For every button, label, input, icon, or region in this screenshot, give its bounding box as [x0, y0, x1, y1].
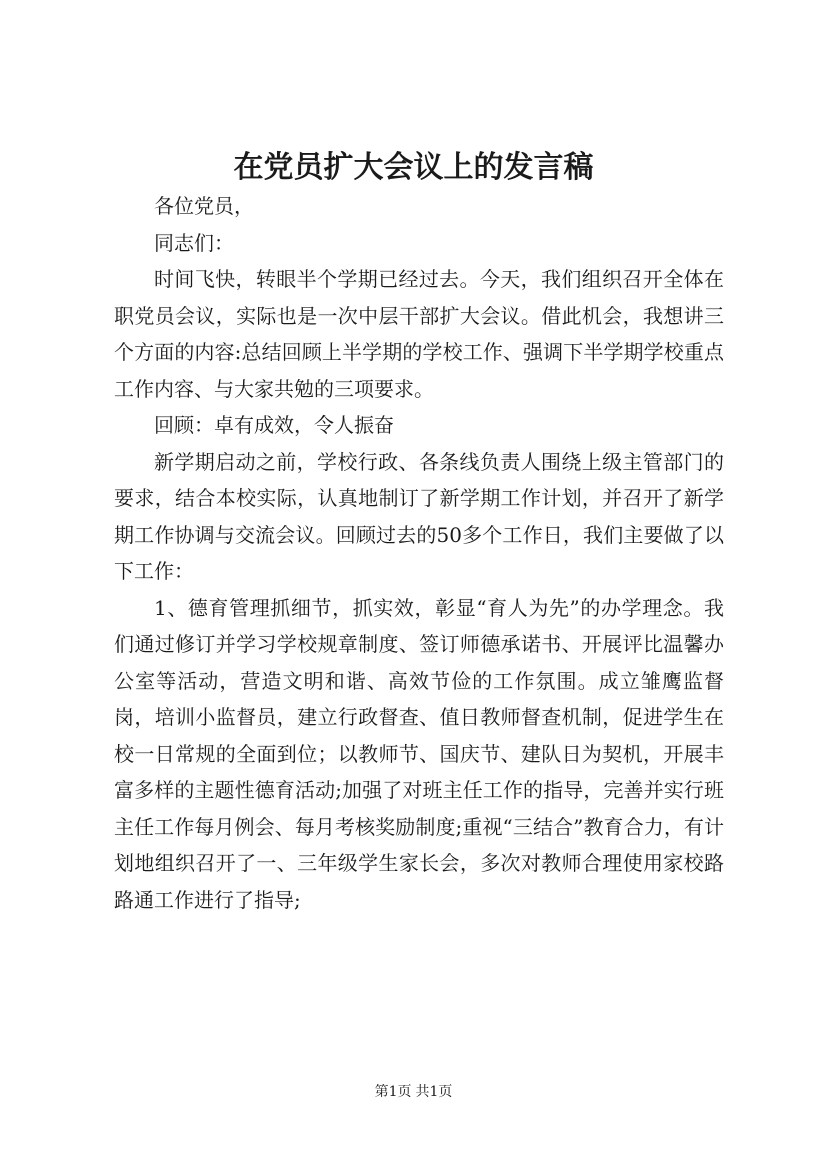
- document-title: 在党员扩大会议上的发言稿: [233, 150, 594, 185]
- page-number: 第1页: [374, 1084, 412, 1100]
- moral-education-paragraph: 1、德育管理抓细节，抓实效，彰显“育人为先”的办学理念。我们通过修订并学习学校规章制度、签订师德承诺书、开展评比温馨办公室等活动，营造文明和谐、高效节俭的工作氛围。成立雏鹰监督岗，培训小监督员，建立行政督查、值日教师督查机制，促进学生在校一日常规的全面到位；以教师节、国庆节、建队日为契机，开展丰富多样的主题性德育活动;加强了对班主任工作的指导，完善并实行班主任工作每月例会、每月考核奖励制度;重视“三结合”教育合力，有计划地组织召开了一、三年级学生家长会，多次对教师合理使用家校路路通工作进行了指导;: [114, 595, 724, 912]
- document-body: [114, 188, 724, 918]
- section-heading-review: 回顾：卓有成效，令人振奋: [154, 413, 394, 437]
- salutation-comrades: 同志们：: [154, 230, 234, 255]
- page-footer: [0, 1082, 827, 1102]
- review-paragraph: 新学期启动之前，学校行政、各条线负责人围绕上级主管部门的要求，结合本校实际，认真地制订了新学期工作计划，并召开了新学期工作协调与交流会议。回顾过去的50多个工作日，我们主要做了以下工作：: [114, 449, 724, 583]
- page-total: 共1页: [415, 1084, 453, 1100]
- salutation-party-members: 各位党员，: [154, 194, 254, 218]
- intro-paragraph: 时间飞快，转眼半个学期已经过去。今天，我们组织召开全体在职党员会议，实际也是一次中层干部扩大会议。借此机会，我想讲三个方面的内容:总结回顾上半学期的学校工作、强调下半学期学校重点工作内容、与大家共勉的三项要求。: [114, 267, 724, 401]
